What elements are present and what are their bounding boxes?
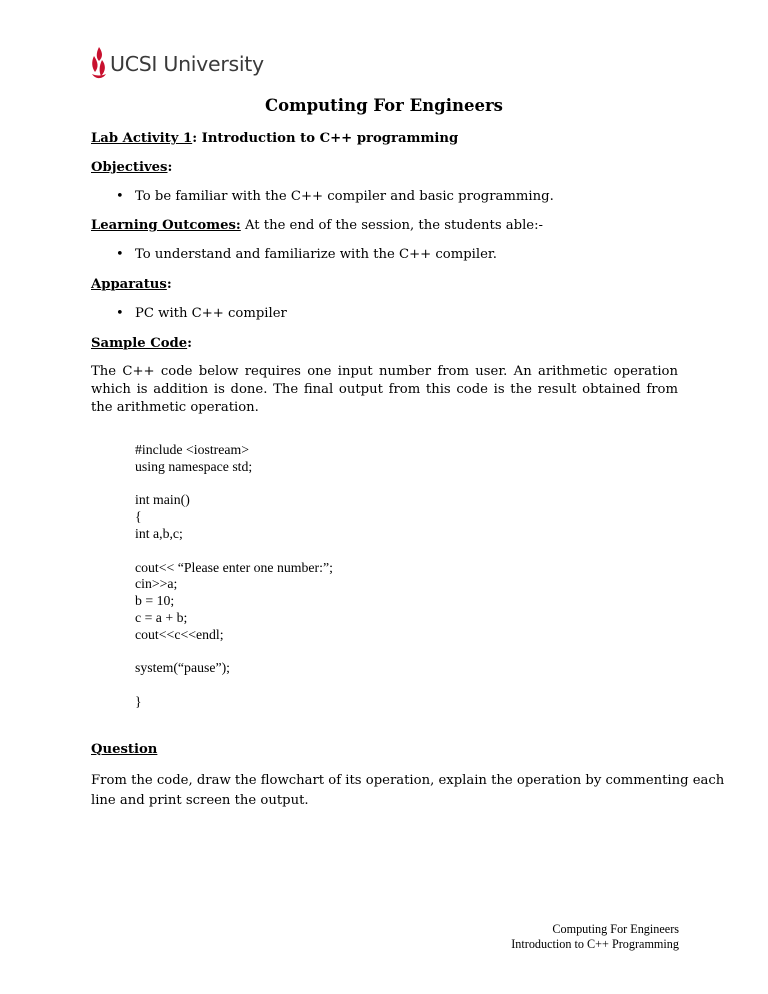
page-footer [511,922,679,952]
bullet-icon: • [116,306,124,321]
code-line [135,644,333,661]
list-item [91,305,287,323]
lab-activity-colon: : [192,131,198,146]
lab-activity-topic: Introduction to C++ programming [197,131,459,146]
outcome-text: To understand and familiarize with the C++ compiler. [135,247,497,262]
code-line: cout<< “Please enter one number:”; [135,559,333,575]
footer-line-2: Introduction to C++ Programming [511,937,679,951]
logo-text: UCSI University [110,52,264,76]
code-line: } [135,693,142,709]
question-heading: Question [91,742,158,757]
sample-code-heading: Sample Code: [91,336,193,351]
learning-outcomes-line [91,217,543,235]
code-line: int main() [135,492,190,508]
apparatus-text: PC with C++ compiler [135,306,287,321]
page-title: Computing For Engineers [265,96,503,115]
learning-outcomes-heading: Learning Outcomes: [91,218,241,233]
code-line: cin>>a; [135,576,178,592]
apparatus-heading: Apparatus: [91,277,172,292]
flame-icon [90,46,108,82]
sample-code-description: The C++ code below requires one input number from user. An arithmetic operation which is addition is done. The final output from this code is the result obtained from the arithmetic operation. [91,364,678,415]
bullet-icon: • [116,189,124,204]
objectives-heading: Objectives: [91,160,173,175]
list-item [91,188,554,206]
lab-activity-line [91,130,458,148]
code-line: b = 10; [135,593,175,609]
code-line: c = a + b; [135,609,188,625]
code-line: system(“pause”); [135,660,231,676]
code-line: { [135,509,142,525]
university-logo [90,44,264,84]
list-item [91,246,497,264]
question-text: From the code, draw the flowchart of its operation, explain the operation by commenting each line and print screen the output. [91,773,725,808]
code-line: #include <iostream> [135,442,250,457]
code-line [135,476,333,493]
lab-activity-label: Lab Activity 1 [91,131,193,146]
code-line [135,677,333,694]
code-line: int a,b,c; [135,525,183,541]
code-block [135,442,333,711]
footer-line-1: Computing For Engineers [552,922,679,936]
objective-text: To be familiar with the C++ compiler and basic programming. [135,189,554,204]
learning-outcomes-text: At the end of the session, the students able:- [240,218,544,233]
code-line [135,543,333,560]
code-line: cout<<c<<endl; [135,626,224,642]
bullet-icon: • [116,247,124,262]
code-line: using namespace std; [135,458,253,474]
